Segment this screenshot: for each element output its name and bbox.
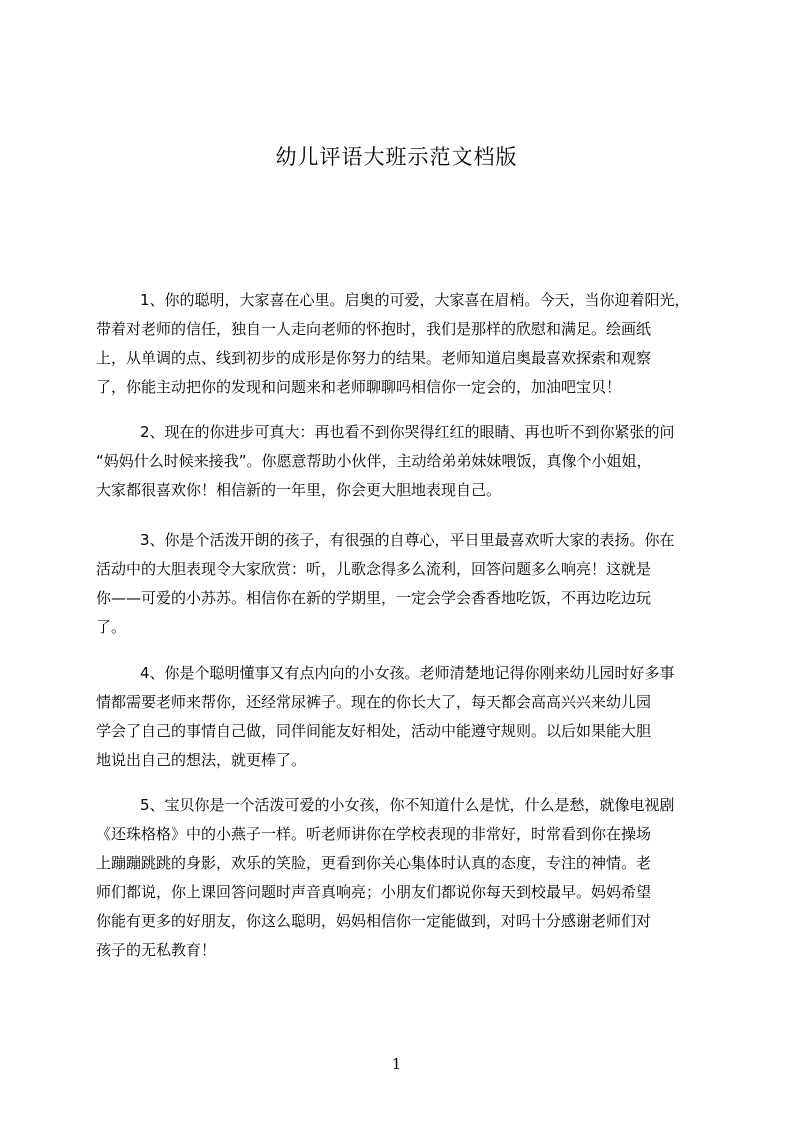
- paragraph-1: [96, 286, 721, 402]
- text-line: 带着对老师的信任，独自一人走向老师的怀抱时，我们是那样的欣慰和满足。绘画纸: [96, 320, 652, 338]
- text-line: 《还珠格格》中的小燕子一样。听老师讲你在学校表现的非常好，时常看到你在操场: [96, 825, 652, 843]
- page-number: 1: [391, 1055, 402, 1073]
- paragraph-5: [96, 791, 721, 965]
- text-line: “妈妈什么时候来接我”。你愿意帮助小伙伴，主动给弟弟妹妹喂饭，真像个小姐姐，: [96, 452, 652, 470]
- paragraph-3: [96, 526, 721, 642]
- text-line: 你——可爱的小苏苏。相信你在新的学期里，一定会学会香香地吃饭，不再边吃边玩: [96, 589, 652, 607]
- text-line: 上蹦蹦跳跳的身影，欢乐的笑脸，更看到你关心集体时认真的态度，专注的神情。老: [96, 854, 652, 872]
- text-line: 活动中的大胆表现令大家欣赏：听，儿歌念得多么流利，回答问题多么响亮！这就是: [96, 560, 652, 578]
- text-line: 学会了自己的事情自己做，同伴间能友好相处，活动中能遵守规则。以后如果能大胆: [96, 722, 652, 740]
- text-line: 4、你是个聪明懂事又有点内向的小女孩。老师清楚地记得你刚来幼儿园时好多事: [140, 664, 675, 682]
- text-line: 情都需要老师来帮你，还经常尿裤子。现在的你长大了，每天都会高高兴兴来幼儿园: [96, 693, 652, 711]
- text-line: 3、你是个活泼开朗的孩子，有很强的自尊心，平日里最喜欢听大家的表扬。你在: [140, 531, 675, 549]
- text-line: 大家都很喜欢你！相信新的一年里，你会更大胆地表现自己。: [96, 481, 502, 499]
- text-line: 师们都说，你上课回答问题时声音真响亮；小朋友们都说你每天到校最早。妈妈希望: [96, 883, 652, 901]
- paragraph-4: [96, 659, 721, 775]
- text-line: 地说出自己的想法，就更棒了。: [96, 751, 307, 769]
- text-line: 1、你的聪明，大家喜在心里。启奥的可爱，大家喜在眉梢。今天，当你迎着阳光，: [140, 291, 690, 309]
- text-line: 孩子的无私教育！: [96, 941, 217, 959]
- document-title: 幼儿评语大班示范文档版: [275, 145, 518, 169]
- text-line: 2、现在的你进步可真大：再也看不到你哭得红红的眼睛、再也听不到你紧张的问: [140, 423, 675, 441]
- text-line: 了。: [96, 618, 127, 636]
- text-line: 上，从单调的点、线到初步的成形是你努力的结果。老师知道启奥最喜欢探索和观察: [96, 349, 652, 367]
- paragraph-2: [96, 418, 721, 505]
- text-line: 了，你能主动把你的发现和问题来和老师聊聊吗相信你一定会的，加油吧宝贝！: [96, 378, 622, 396]
- text-line: 5、宝贝你是一个活泼可爱的小女孩，你不知道什么是忧，什么是愁，就像电视剧: [140, 796, 675, 814]
- text-line: 你能有更多的好朋友，你这么聪明，妈妈相信你一定能做到，对吗十分感谢老师们对: [96, 912, 652, 930]
